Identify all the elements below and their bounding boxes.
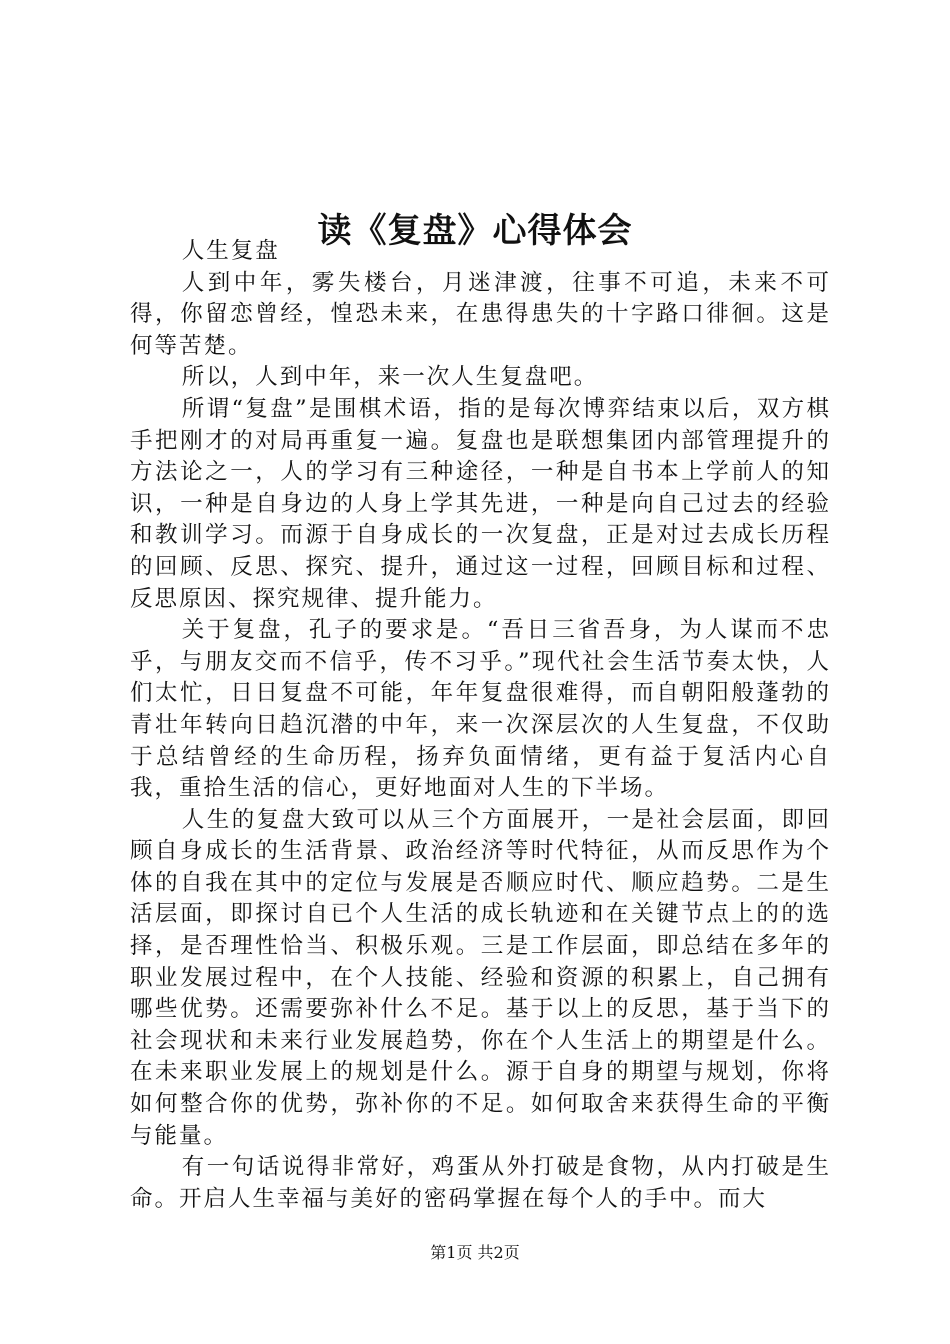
paragraph-heading: 人生复盘	[181, 238, 280, 264]
page-number-footer: 第1页 共2页	[430, 1243, 520, 1262]
paragraph: 人生的复盘大致可以从三个方面展开，一是社会层面，即回顾自身成长的生活背景、政治经济等时代特征，从而反思作为个体的自我在其中的定位与发展是否顺应时代、顺应趋势。二是生活层面，即探讨自已个人生活的成长轨迹和在关键节点上的的选择，是否理性恰当、积极乐观。三是工作层面，即总结在多年的职业发展过程中，在个人技能、经验和资源的积累上，自己拥有哪些优势。还需要弥补什么不足。基于以上的反思，基于当下的社会现状和未来行业发展趋势，你在个人生活上的期望是什么。在未来职业发展上的规划是什么。源于自身的期望与规划，你将如何整合你的优势，弥补你的不足。如何取舍来获得生命的平衡与能量。	[130, 806, 831, 1149]
paragraph: 有一句话说得非常好，鸡蛋从外打破是食物，从内打破是生命。开启人生幸福与美好的密码掌握在每个人的手中。而大	[130, 1154, 831, 1212]
paragraph: 所以，人到中年，来一次人生复盘吧。	[181, 364, 599, 391]
paragraph: 关于复盘，孔子的要求是。“吾日三省吾身，为人谋而不忠乎，与朋友交而不信乎，传不习乎。”现代社会生活节奏太快，人们太忙，日日复盘不可能，年年复盘很难得，而自朝阳般蓬勃的青壮年转向日趋沉潜的中年，来一次深层次的人生复盘，不仅助于总结曾经的生命历程，扬弃负面情绪，更有益于复活内心自我，重拾生活的信心，更好地面对人生的下半场。	[130, 617, 831, 802]
document-body	[130, 236, 831, 1215]
paragraph: 人到中年，雾失楼台，月迷津渡，往事不可追，未来不可得，你留恋曾经，惶恐未来，在患得患失的十字路口徘徊。这是何等苦楚。	[130, 269, 831, 359]
paragraph: 所谓“复盘”是围棋术语，指的是每次博弈结束以后，双方棋手把刚才的对局再重复一遍。复盘也是联想集团内部管理提升的方法论之一，人的学习有三种途径，一种是自书本上学前人的知识，一种是自身边的人身上学其先进，一种是向自己过去的经验和教训学习。而源于自身成长的一次复盘，正是对过去成长历程的回顾、反思、探究、提升，通过这一过程，回顾目标和过程、反思原因、探究规律、提升能力。	[130, 395, 831, 612]
document-title: 读《复盘》心得体会	[317, 210, 633, 251]
